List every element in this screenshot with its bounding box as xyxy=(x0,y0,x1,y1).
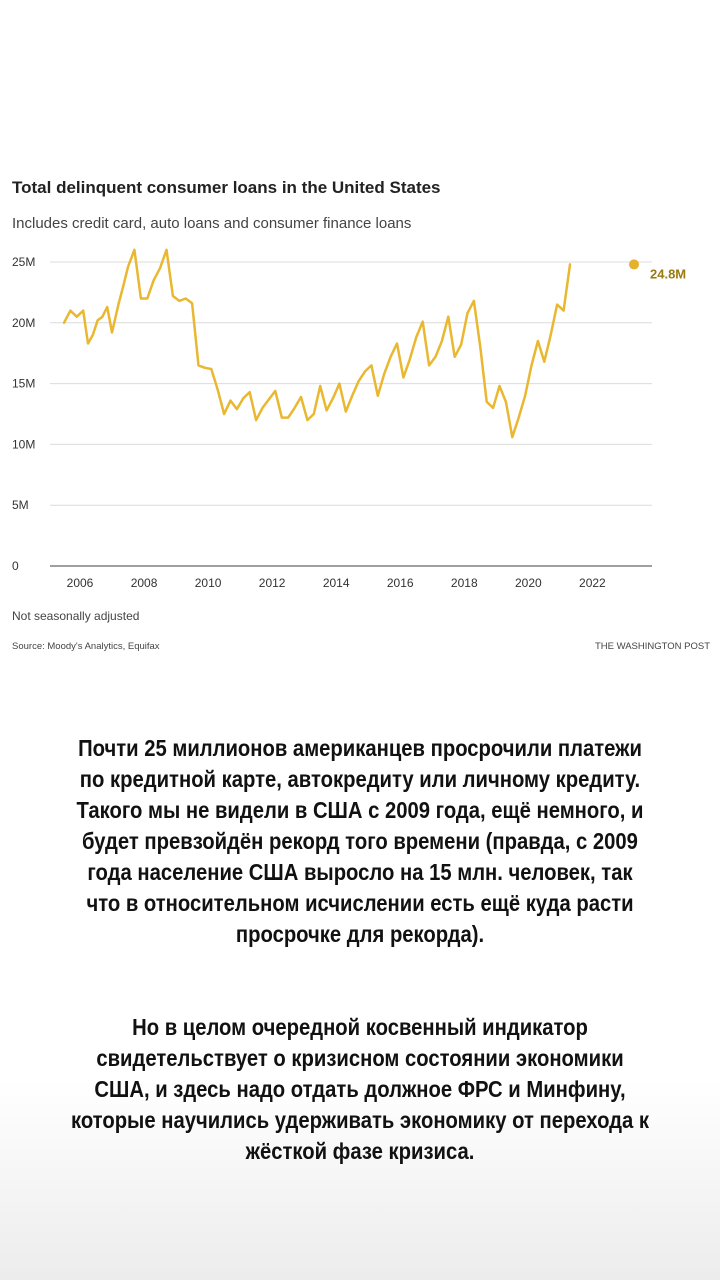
y-tick-label: 10M xyxy=(12,437,36,452)
y-tick-label: 5M xyxy=(12,498,29,513)
x-tick-label: 2016 xyxy=(386,576,414,590)
x-tick-label: 2008 xyxy=(130,576,158,590)
post-paragraph-2: Но в целом очередной косвенный индикатор свидетельствует о кризисном состоянии экономики США, и здесь надо отдать должное ФРС и Минфину, которые научились удерживать экономику от перехода к жёсткой фазе кризиса. xyxy=(70,1014,650,1164)
post-paragraph-1: Почти 25 миллионов американцев просрочили платежи по кредитной карте, автокредиту или личному кредиту. Такого мы не видели в США с 2009 года, ещё немного, и будет превзойдён рекорд того времени (правда, с 2009 года население США выросло на 15 млн. человек, так что в относительном исчислении есть ещё куда расти просрочке для рекорда). xyxy=(76,735,644,947)
x-tick-label: 2022 xyxy=(579,576,606,590)
line-chart xyxy=(0,160,720,660)
x-tick-label: 2018 xyxy=(450,576,478,590)
chart-title: Total delinquent consumer loans in the United States xyxy=(12,178,441,197)
y-tick-label: 0 xyxy=(12,559,19,573)
chart-subtitle: Includes credit card, auto loans and consumer finance loans xyxy=(12,215,412,232)
x-axis-ticks xyxy=(67,576,606,590)
x-tick-label: 2020 xyxy=(514,576,542,590)
chart-note: Not seasonally adjusted xyxy=(12,609,140,623)
x-tick-label: 2012 xyxy=(258,576,286,590)
endpoint-marker xyxy=(629,259,639,269)
x-tick-label: 2006 xyxy=(66,576,94,590)
y-axis-ticks xyxy=(12,255,35,573)
y-tick-label: 25M xyxy=(12,255,36,269)
endpoint-label: 24.8M xyxy=(650,266,687,282)
y-tick-label: 20M xyxy=(12,315,36,330)
chart-source: Source: Moody's Analytics, Equifax xyxy=(12,641,160,652)
x-tick-label: 2010 xyxy=(194,576,222,590)
x-tick-label: 2014 xyxy=(322,576,350,590)
y-tick-label: 15M xyxy=(12,376,36,391)
series-line xyxy=(64,250,570,437)
chart-credit: THE WASHINGTON POST xyxy=(594,641,710,652)
